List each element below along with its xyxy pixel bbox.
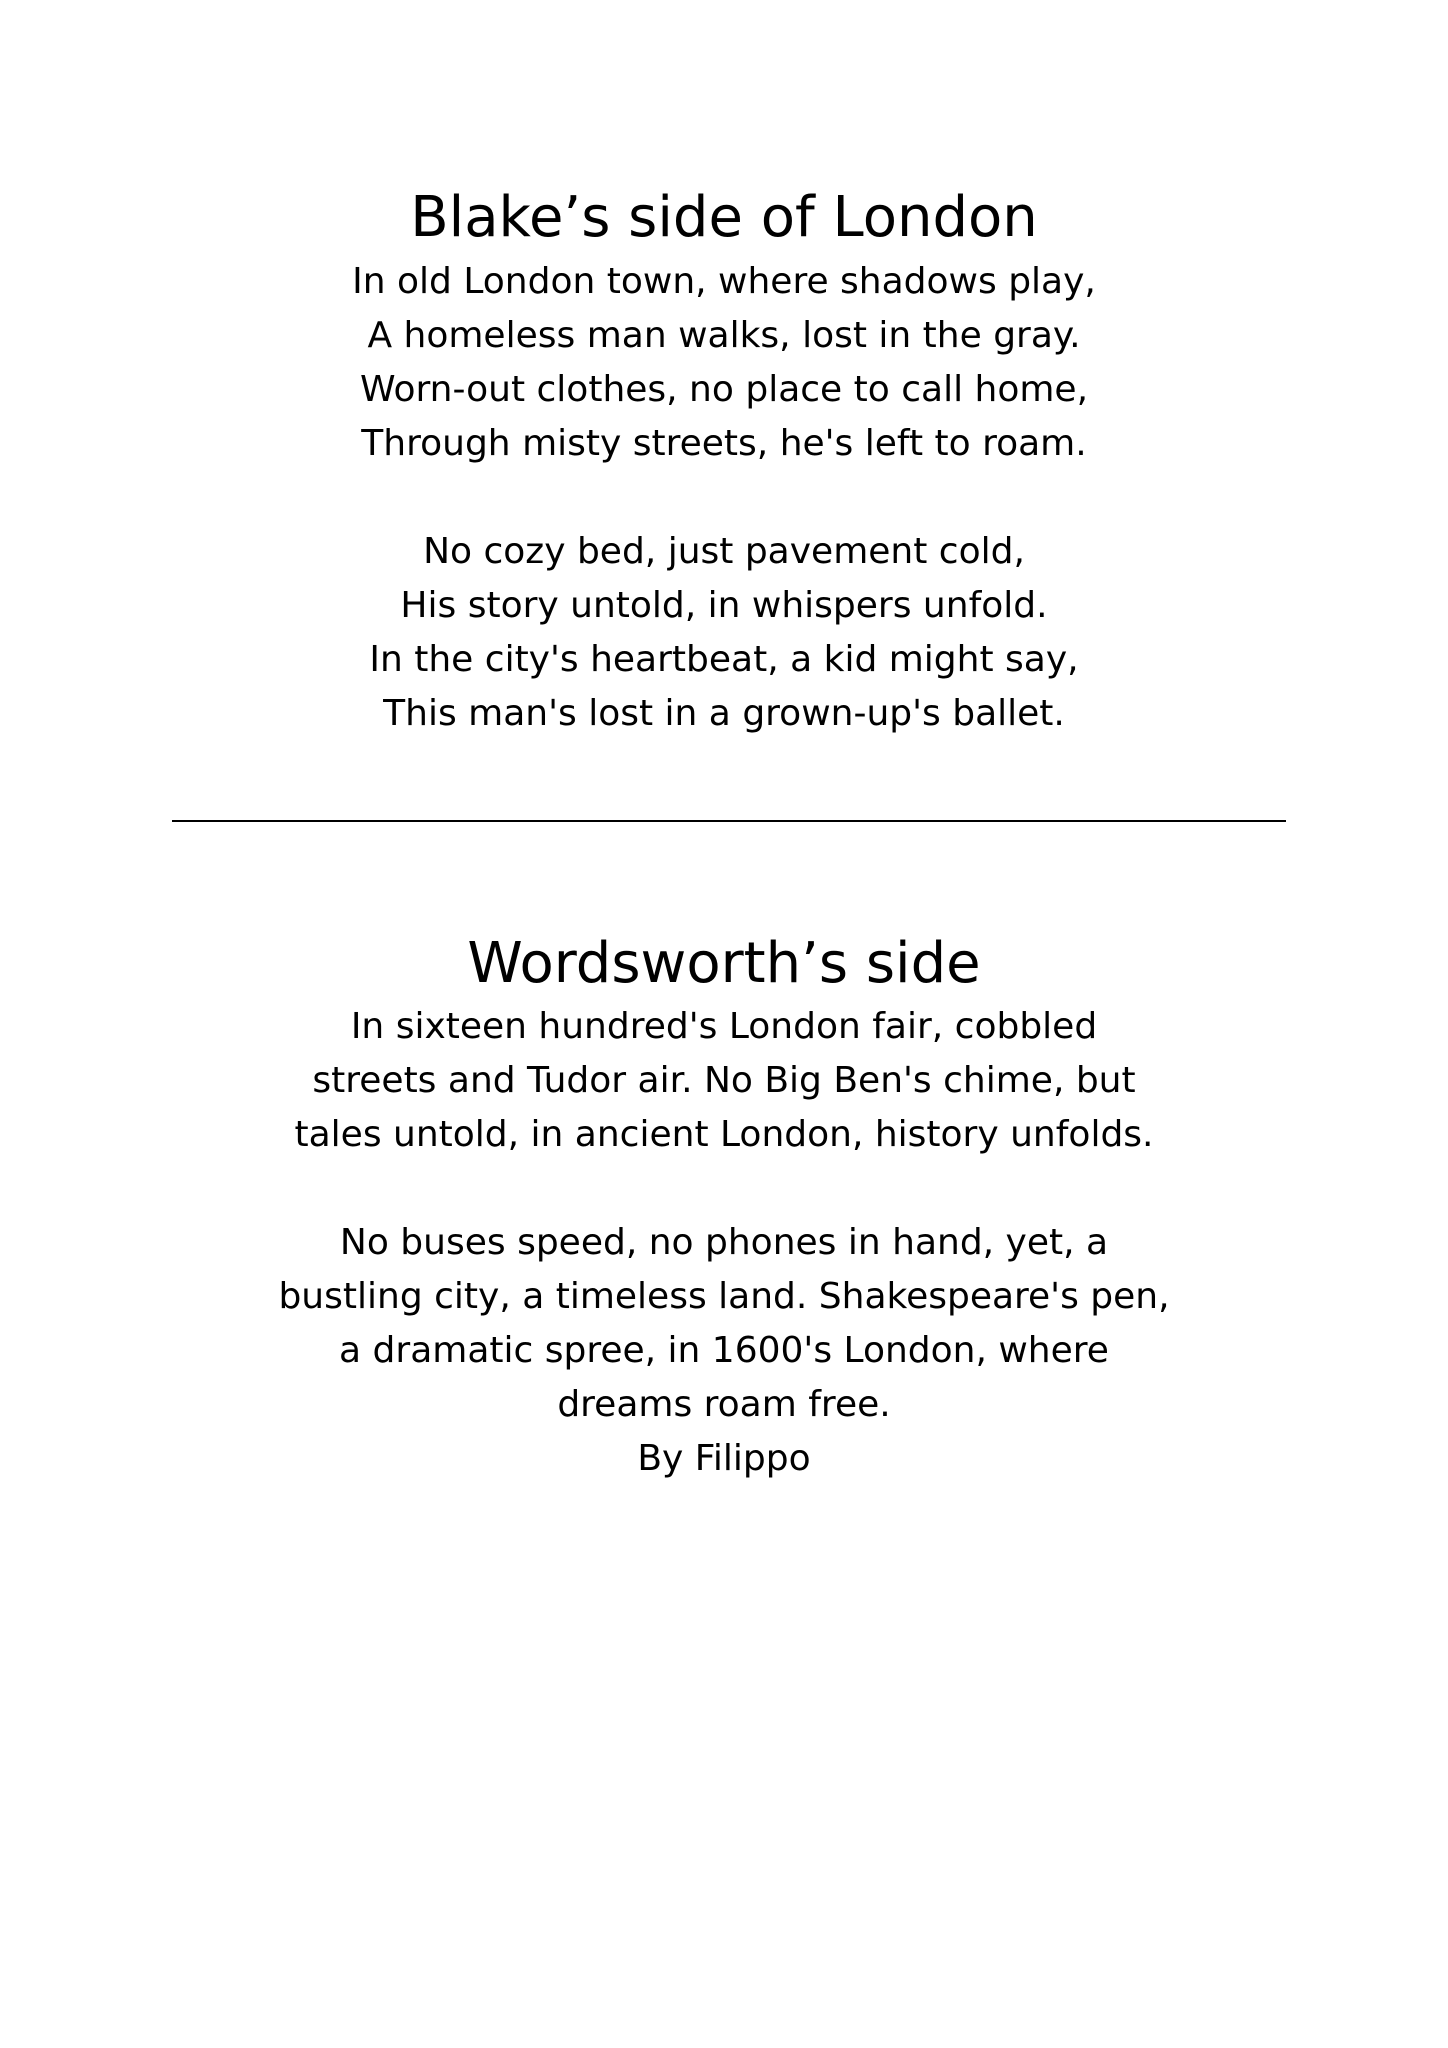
verse-line: No buses speed, no phones in hand, yet, a <box>339 1222 1109 1263</box>
section-divider <box>172 820 1286 822</box>
verse-line: A homeless man walks, lost in the gray. <box>367 315 1081 356</box>
poem-title-wordsworth: Wordsworth’s side <box>467 931 981 996</box>
verse-line: This man's lost in a grown-up's ballet. <box>383 693 1065 734</box>
verse-line: tales untold, in ancient London, history unfolds. <box>294 1114 1154 1155</box>
verse-line: His story untold, in whispers unfold. <box>400 585 1048 626</box>
verse-line: streets and Tudor air. No Big Ben's chime, but <box>312 1060 1136 1101</box>
verse-line: No cozy bed, just pavement cold, <box>423 531 1025 572</box>
verse-line: Worn-out clothes, no place to call home, <box>359 369 1089 410</box>
verse-line: a dramatic spree, in 1600's London, where <box>339 1330 1109 1371</box>
verse-line: dreams roam free. <box>557 1384 891 1425</box>
poem-title-blake: Blake’s side of London <box>410 185 1038 250</box>
author-byline: By Filippo <box>637 1438 811 1479</box>
verse-line: In old London town, where shadows play, <box>352 261 1096 302</box>
verse-line: In sixteen hundred's London fair, cobbled <box>350 1006 1098 1047</box>
verse-line: In the city's heartbeat, a kid might say, <box>369 639 1079 680</box>
verse-line: bustling city, a timeless land. Shakespeare's pen, <box>278 1276 1170 1317</box>
verse-line: Through misty streets, he's left to roam. <box>361 423 1087 464</box>
